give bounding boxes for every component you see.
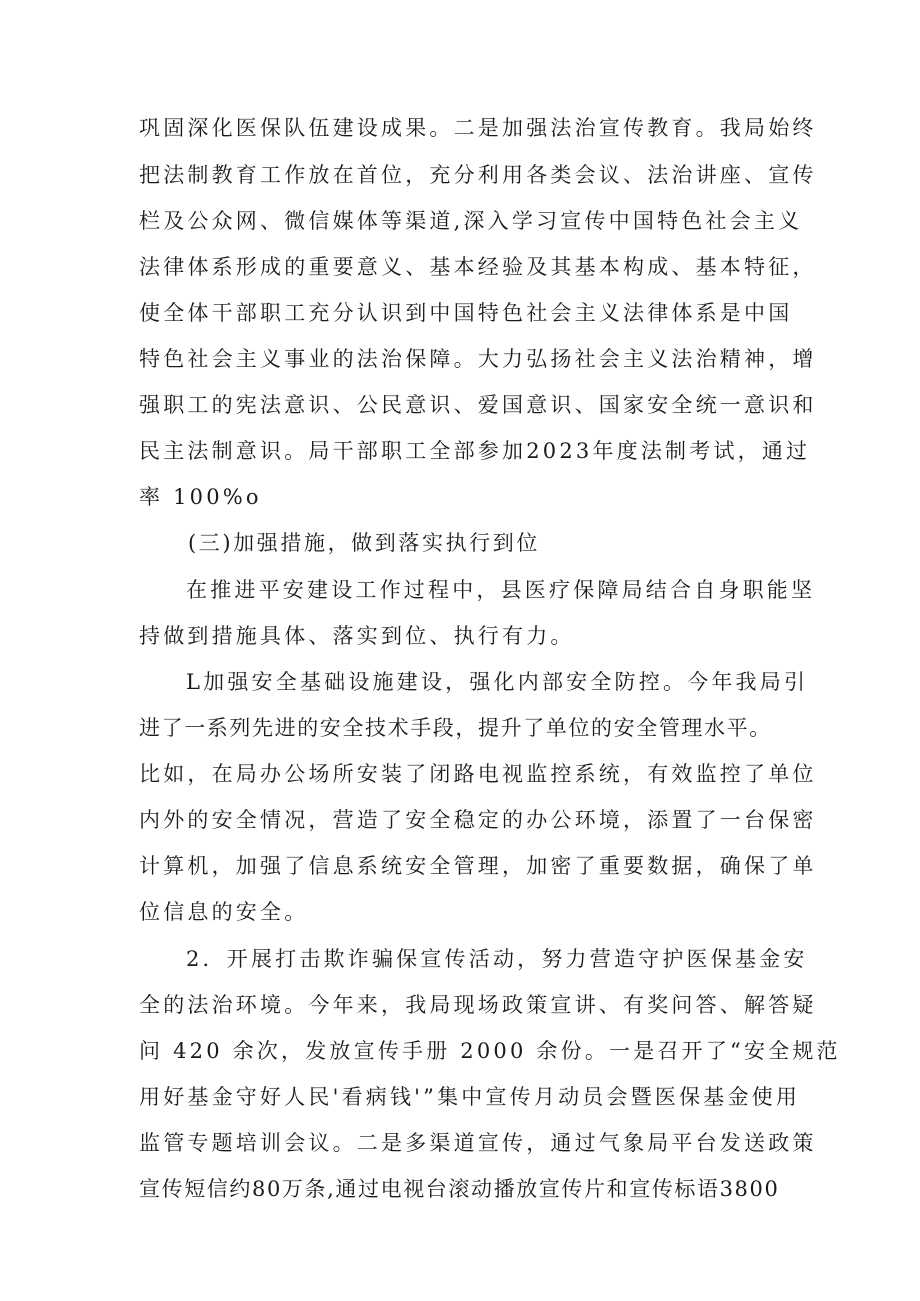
text-line-11: 在推进平安建设工作过程中，县医疗保障局结合自身职能坚 <box>186 578 816 602</box>
text-line-21: 问 420 余次，发放宣传手册 2000 余份。一是召开了“安全规范 <box>139 1039 841 1063</box>
text-line-12: 持做到措施具体、落实到位、执行有力。 <box>139 624 575 648</box>
text-line-6: 特色社会主义事业的法治保障。大力弘扬社会主义法治精神，增 <box>139 347 817 371</box>
text-line-18: 位信息的安全。 <box>139 900 309 924</box>
text-line-3: 栏及公众网、微信媒体等渠道,深入学习宣传中国特色社会主义 <box>139 209 803 233</box>
text-line-17: 计算机，加强了信息系统安全管理，加密了重要数据，确保了单 <box>139 854 817 878</box>
text-line-14: 进了一系列先进的安全技术手段，提升了单位的安全管理水平。 <box>139 716 772 740</box>
text-line-4: 法律体系形成的重要意义、基本经验及其基本构成、基本特征， <box>139 255 817 279</box>
section-heading: (三)加强措施，做到落实执行到位 <box>188 531 540 555</box>
text-line-22: 用好基金守好人民'看病钱'”集中宣传月动员会暨医保基金使用 <box>139 1085 801 1109</box>
text-line-8: 民主法制意识。局干部职工全部参加2023年度法制考试，通过 <box>139 439 811 463</box>
text-line-16: 内外的安全情况，营造了安全稳定的办公环境，添置了一台保密 <box>139 808 817 832</box>
text-line-9: 率 100%o <box>139 485 262 509</box>
text-line-20: 全的法治环境。今年来，我局现场政策宣讲、有奖问答、解答疑 <box>139 993 817 1017</box>
text-line-15: 比如，在局办公场所安装了闭路电视监控系统，有效监控了单位 <box>139 762 817 786</box>
text-line-7: 强职工的宪法意识、公民意识、爱国意识、国家安全统一意识和 <box>139 393 817 417</box>
text-line-24: 宣传短信约80万条,通过电视台滚动播放宣传片和宣传标语3800 <box>139 1177 780 1201</box>
text-line-2: 把法制教育工作放在首位，充分利用各类会议、法治讲座、宣传 <box>139 163 817 187</box>
text-line-1: 巩固深化医保队伍建设成果。二是加强法治宣传教育。我局始终 <box>139 116 817 140</box>
text-line-19: 2．开展打击欺诈骗保宣传活动，努力营造守护医保基金安 <box>186 947 808 971</box>
text-line-13: L加强安全基础设施建设，强化内部安全防控。今年我局引 <box>186 670 809 694</box>
text-line-5: 使全体干部职工充分认识到中国特色社会主义法律体系是中国 <box>139 301 793 325</box>
text-line-23: 监管专题培训会议。二是多渠道宣传，通过气象局平台发送政策 <box>139 1131 817 1155</box>
